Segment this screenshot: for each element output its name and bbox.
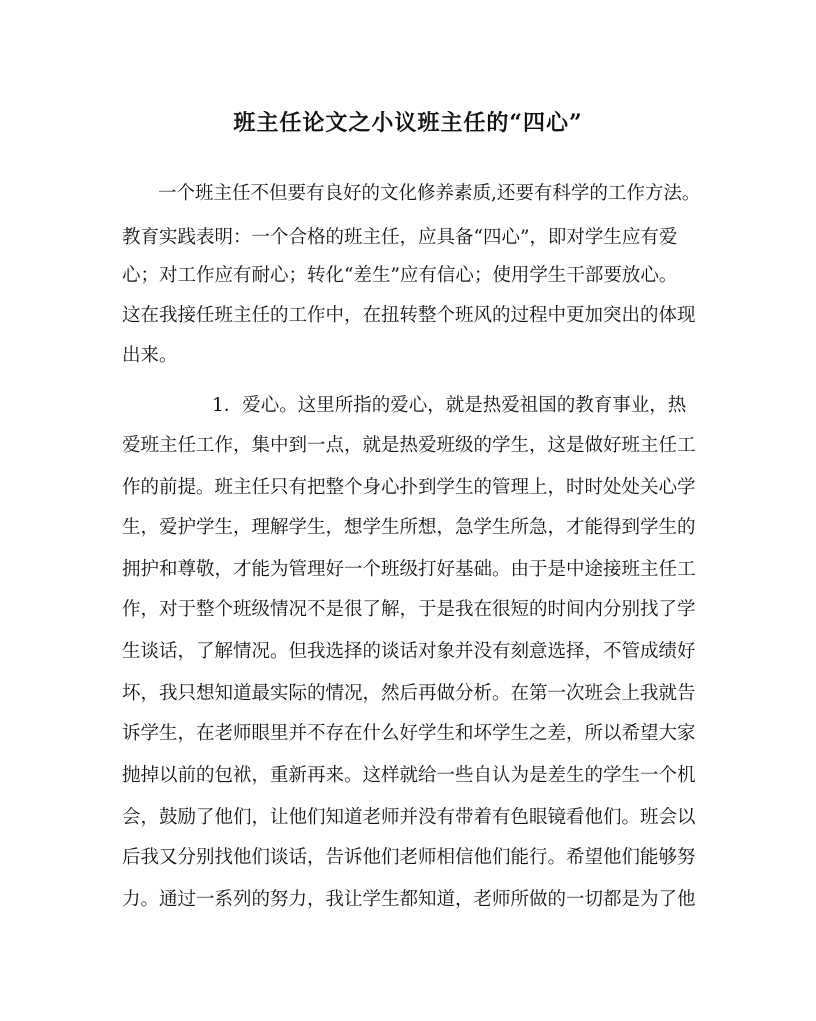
paragraph-line: 心；对工作应有耐心；转化“差生”应有信心；使用学生干部要放心。 [122, 265, 678, 286]
paragraph-line: 后我又分别找他们谈话，告诉他们老师相信他们能行。希望他们能够努 [122, 847, 696, 868]
paragraph-line: 生谈话，了解情况。但我选择的谈话对象并没有刻意选择，不管成绩好 [122, 641, 696, 662]
paragraph-line: 作，对于整个班级情况不是很了解，于是我在很短的时间内分别找了学 [122, 599, 696, 620]
paragraph-line: 生，爱护学生，理解学生，想学生所想，急学生所急，才能得到学生的 [122, 517, 696, 538]
paragraph-line: 作的前提。班主任只有把整个身心扑到学生的管理上，时时处处关心学 [122, 477, 696, 498]
paragraph-line: 一个班主任不但要有良好的文化修养素质,还要有科学的工作方法。 [158, 183, 701, 204]
paragraph-line: 1．爱心。这里所指的爱心，就是热爱祖国的教育事业，热 [212, 395, 687, 416]
paragraph-line: 力。通过一系列的努力，我让学生都知道，老师所做的一切都是为了他 [122, 889, 696, 910]
paragraph-line: 诉学生，在老师眼里并不存在什么好学生和坏学生之差，所以希望大家 [122, 723, 696, 744]
document-title: 班主任论文之小议班主任的“四心” [233, 110, 583, 136]
paragraph-line: 教育实践表明：一个合格的班主任，应具备“四心”，即对学生应有爱 [122, 227, 678, 248]
paragraph-line: 爱班主任工作，集中到一点，就是热爱班级的学生，这是做好班主任工 [122, 435, 696, 456]
paragraph-line: 坏，我只想知道最实际的情况，然后再做分析。在第一次班会上我就告 [122, 683, 696, 704]
paragraph-line: 出来。 [122, 345, 178, 366]
paragraph-line: 拥护和尊敬，才能为管理好一个班级打好基础。由于是中途接班主任工 [122, 559, 696, 580]
paragraph-line: 会，鼓励了他们，让他们知道老师并没有带着有色眼镜看他们。班会以 [122, 807, 696, 828]
paragraph-line: 抛掉以前的包袱，重新再来。这样就给一些自认为是差生的学生一个机 [122, 765, 696, 786]
paragraph-line: 这在我接任班主任的工作中，在扭转整个班风的过程中更加突出的体现 [122, 305, 696, 326]
